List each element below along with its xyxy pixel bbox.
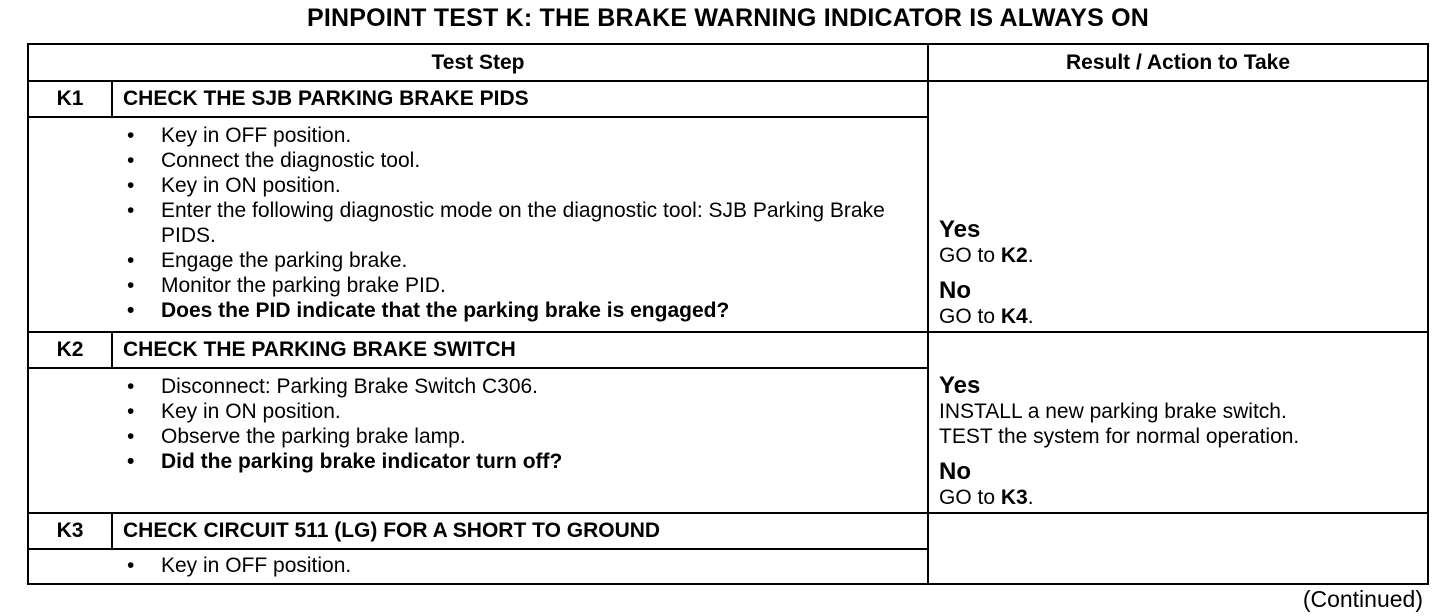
list-item: • Monitor the parking brake PID. bbox=[29, 273, 927, 298]
result-k3 bbox=[928, 513, 1428, 584]
step-list-k1 bbox=[28, 117, 928, 332]
step-heading-k3: CHECK CIRCUIT 511 (LG) FOR A SHORT TO GROUND bbox=[112, 513, 928, 549]
no-action: GO to K4. bbox=[939, 305, 1034, 328]
pinpoint-test-table bbox=[27, 43, 1429, 585]
list-item: • Key in ON position. bbox=[29, 173, 927, 198]
header-test-step: Test Step bbox=[28, 44, 928, 81]
list-item: • Engage the parking brake. bbox=[29, 248, 927, 273]
step-list-k2 bbox=[28, 368, 928, 513]
yes-label: Yes bbox=[939, 372, 981, 399]
page-title: PINPOINT TEST K: THE BRAKE WARNING INDICATOR IS ALWAYS ON bbox=[306, 4, 1149, 32]
table-row bbox=[28, 332, 1428, 368]
list-item: • Does the PID indicate that the parking brake is engaged? bbox=[29, 298, 927, 323]
list-item: • Did the parking brake indicator turn off? bbox=[29, 449, 927, 474]
list-item: • Key in OFF position. bbox=[29, 123, 927, 148]
header-result: Result / Action to Take bbox=[928, 44, 1428, 81]
yes-label: Yes bbox=[939, 216, 981, 243]
link-k4: K4 bbox=[1000, 305, 1028, 328]
list-item: • Observe the parking brake lamp. bbox=[29, 424, 927, 449]
step-id-k1: K1 bbox=[28, 81, 112, 117]
yes-action-line-1: INSTALL a new parking brake switch. bbox=[939, 400, 1287, 423]
yes-action-line-2: TEST the system for normal operation. bbox=[939, 425, 1300, 448]
no-label: No bbox=[939, 277, 971, 304]
step-id-k2: K2 bbox=[28, 332, 112, 368]
list-item: • Disconnect: Parking Brake Switch C306. bbox=[29, 374, 927, 399]
continued-note: (Continued) bbox=[1302, 586, 1423, 612]
table-row bbox=[28, 81, 1428, 117]
table-header-row bbox=[28, 44, 1428, 81]
step-id-k3: K3 bbox=[28, 513, 112, 549]
step-heading-k1: CHECK THE SJB PARKING BRAKE PIDS bbox=[112, 81, 928, 117]
link-k3: K3 bbox=[1000, 486, 1028, 509]
yes-action: GO to K2. bbox=[939, 244, 1034, 267]
link-k2: K2 bbox=[1000, 244, 1028, 267]
result-k1 bbox=[928, 81, 1428, 332]
list-item: • Enter the following diagnostic mode on the diagnostic tool: SJB Parking Brake PIDS. bbox=[29, 198, 927, 248]
step-list-k3 bbox=[28, 549, 928, 584]
list-item: • Key in OFF position. bbox=[29, 553, 927, 578]
step-heading-k2: CHECK THE PARKING BRAKE SWITCH bbox=[112, 332, 928, 368]
list-item: • Connect the diagnostic tool. bbox=[29, 148, 927, 173]
list-item: • Key in ON position. bbox=[29, 399, 927, 424]
no-action: GO to K3. bbox=[939, 486, 1034, 509]
table-row bbox=[28, 513, 1428, 549]
result-k2 bbox=[928, 332, 1428, 513]
no-label: No bbox=[939, 458, 971, 485]
